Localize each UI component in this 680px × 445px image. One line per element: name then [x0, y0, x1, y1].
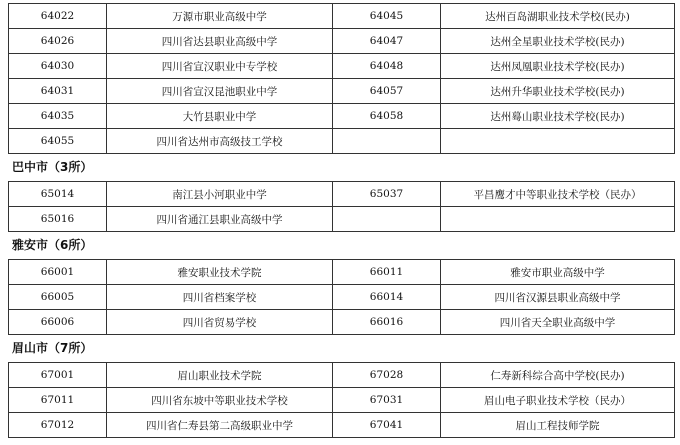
- table-row: [9, 104, 675, 129]
- school-code-cell: 67031: [333, 388, 441, 413]
- school-name-cell: 四川省天全职业高级中学: [441, 310, 675, 335]
- school-name-cell: 雅安市职业高级中学: [441, 260, 675, 285]
- school-code-cell: [333, 129, 441, 154]
- school-code-cell: 64026: [9, 29, 107, 54]
- school-table: [8, 362, 675, 438]
- school-name-cell: 平昌鹰才中等职业技术学校（民办）: [441, 182, 675, 207]
- school-name-cell: 四川省通江县职业高级中学: [107, 207, 333, 232]
- school-code-cell: 65016: [9, 207, 107, 232]
- table-row: [9, 207, 675, 232]
- school-code-cell: 64031: [9, 79, 107, 104]
- school-code-cell: 64048: [333, 54, 441, 79]
- table-row: [9, 129, 675, 154]
- school-code-cell: 66006: [9, 310, 107, 335]
- school-name-cell: 四川省档案学校: [107, 285, 333, 310]
- school-name-cell: 雅安职业技术学院: [107, 260, 333, 285]
- school-name-cell: 达州全星职业技术学校(民办): [441, 29, 675, 54]
- school-name-cell: 达州蓦山职业技术学校(民办): [441, 104, 675, 129]
- school-name-cell: [441, 207, 675, 232]
- school-code-cell: 64030: [9, 54, 107, 79]
- table-row: [9, 285, 675, 310]
- school-name-cell: 四川省达州市高级技工学校: [107, 129, 333, 154]
- table-row: [9, 363, 675, 388]
- school-code-cell: 66016: [333, 310, 441, 335]
- school-name-cell: [441, 129, 675, 154]
- table-row: [9, 79, 675, 104]
- city-section-heading: 眉山市（7所）: [12, 341, 93, 355]
- school-code-cell: 67028: [333, 363, 441, 388]
- school-table: [8, 3, 675, 154]
- school-name-cell: 四川省宣汉职业中专学校: [107, 54, 333, 79]
- school-code-cell: 67001: [9, 363, 107, 388]
- school-name-cell: 四川省宣汉昆池职业中学: [107, 79, 333, 104]
- school-name-cell: 眉山职业技术学院: [107, 363, 333, 388]
- school-code-cell: 66005: [9, 285, 107, 310]
- school-name-cell: 眉山电子职业技术学校（民办）: [441, 388, 675, 413]
- school-name-cell: 达州百岛湖职业技术学校(民办): [441, 4, 675, 29]
- school-name-cell: 南江县小河职业中学: [107, 182, 333, 207]
- school-list-page: [8, 3, 674, 438]
- school-name-cell: 达州凤凰职业技术学校(民办): [441, 54, 675, 79]
- school-code-cell: 64022: [9, 4, 107, 29]
- table-row: [9, 4, 675, 29]
- school-name-cell: 四川省贸易学校: [107, 310, 333, 335]
- school-table: [8, 259, 675, 335]
- table-row: [9, 388, 675, 413]
- school-code-cell: 64045: [333, 4, 441, 29]
- school-code-cell: 66014: [333, 285, 441, 310]
- school-name-cell: 万源市职业高级中学: [107, 4, 333, 29]
- school-code-cell: 65014: [9, 182, 107, 207]
- school-name-cell: 达州升华职业技术学校(民办): [441, 79, 675, 104]
- school-table: [8, 181, 675, 232]
- table-row: [9, 54, 675, 79]
- school-code-cell: 67012: [9, 413, 107, 438]
- school-code-cell: 64057: [333, 79, 441, 104]
- school-code-cell: 67041: [333, 413, 441, 438]
- school-name-cell: 大竹县职业中学: [107, 104, 333, 129]
- school-code-cell: 65037: [333, 182, 441, 207]
- school-code-cell: [333, 207, 441, 232]
- city-section-heading: 雅安市（6所）: [12, 238, 93, 252]
- school-code-cell: 64058: [333, 104, 441, 129]
- table-row: [9, 413, 675, 438]
- school-name-cell: 四川省达县职业高级中学: [107, 29, 333, 54]
- city-section-heading: 巴中市（3所）: [12, 160, 93, 174]
- school-name-cell: 四川省汉源县职业高级中学: [441, 285, 675, 310]
- school-code-cell: 67011: [9, 388, 107, 413]
- table-row: [9, 260, 675, 285]
- school-code-cell: 66011: [333, 260, 441, 285]
- school-code-cell: 66001: [9, 260, 107, 285]
- school-name-cell: 四川省东坡中等职业技术学校: [107, 388, 333, 413]
- table-row: [9, 310, 675, 335]
- school-name-cell: 仁寿新科综合高中学校(民办): [441, 363, 675, 388]
- table-row: [9, 182, 675, 207]
- table-row: [9, 29, 675, 54]
- school-name-cell: 四川省仁寿县第二高级职业中学: [107, 413, 333, 438]
- school-name-cell: 眉山工程技师学院: [441, 413, 675, 438]
- school-code-cell: 64055: [9, 129, 107, 154]
- school-code-cell: 64035: [9, 104, 107, 129]
- school-code-cell: 64047: [333, 29, 441, 54]
